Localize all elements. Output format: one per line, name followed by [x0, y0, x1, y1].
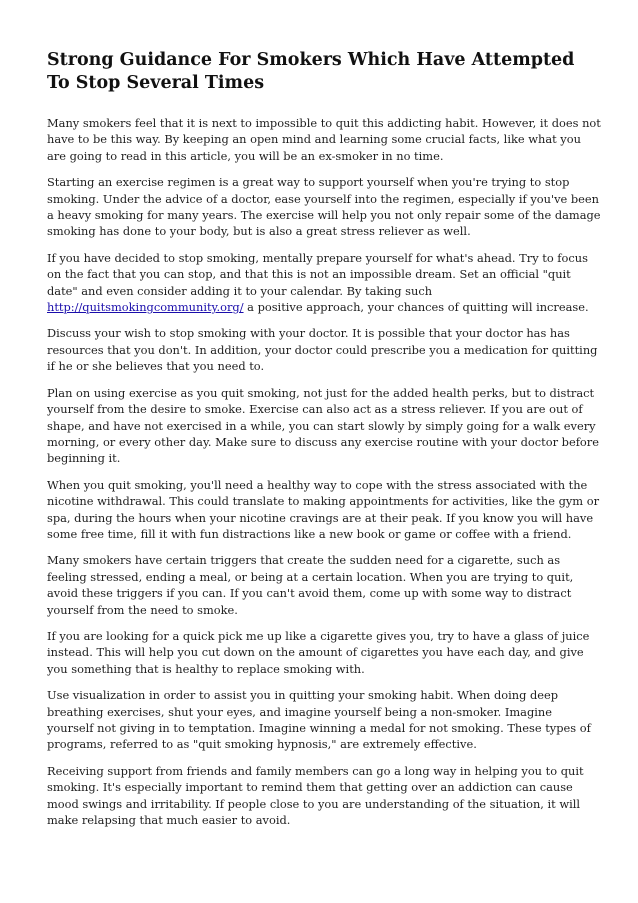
quit-smoking-community-link[interactable]: http://quitsmokingcommunity.org/ — [47, 300, 244, 315]
paragraph-stress-coping: When you quit smoking, you'll need a healthy way to cope with the stress associated with the nicotine withdrawal. This could translate to making appointments for activities, like the gym or spa, during the hours when your nicotine cravings are at their peak. If you know you will have some free time, fill it with fun distractions like a new book or game or coffee with a friend. — [47, 477, 600, 541]
paragraph-exercise-distraction: Plan on using exercise as you quit smoking, not just for the added health perks, but to distract yourself from the desire to smoke. Exercise can also act as a stress reliever. If you are out of shape, and have not exercised in a while, you can start slowly by simply going for a walk every morning, or every other day. Make sure to discuss any exercise routine with your doctor before beginning it. — [47, 385, 599, 466]
article-title: Strong Guidance For Smokers Which Have Attempted To Stop Several Times — [47, 50, 575, 93]
paragraph-mental-preparation — [47, 250, 602, 316]
paragraph-doctor: Discuss your wish to stop smoking with your doctor. It is possible that your doctor has has resources that you don't. In addition, your doctor could prescribe you a medication for quitting if he or she believes that you need to. — [47, 326, 598, 374]
paragraph-triggers: Many smokers have certain triggers that create the sudden need for a cigarette, such as feeling stressed, ending a meal, or being at a certain location. When you are trying to quit, avoid these triggers if you can. If you can't avoid them, come up with some way to distract yourself from the need to smoke. — [47, 553, 574, 617]
paragraph-support: Receiving support from friends and family members can go a long way in helping you to quit smoking. It's especially important to remind them that getting over an addiction can cause mood swings and irritability. If people close to you are understanding of the situation, it will make relapsing that much easier to avoid. — [47, 763, 584, 828]
paragraph-intro: Many smokers feel that it is next to impossible to quit this addicting habit. However, it does not have to be this way. By keeping an open mind and learning some crucial facts, like what you are going to read in this article, you will be an ex-smoker in no time. — [47, 116, 601, 163]
document-page — [47, 49, 602, 838]
paragraph-text-after-link: a positive approach, your chances of quitting will increase. — [243, 300, 589, 315]
paragraph-juice: If you are looking for a quick pick me up like a cigarette gives you, try to have a glass of juice instead. This will help you cut down on the amount of cigarettes you have each day, and give you something that is healthy to replace smoking with. — [47, 628, 590, 676]
paragraph-exercise-regimen: Starting an exercise regimen is a great way to support yourself when you're trying to stop smoking. Under the advice of a doctor, ease yourself into the regimen, especially if you've been a heavy smoking for many years. The exercise will help you not only repair some of the damage smoking has done to your body, but is also a great stress reliever as well. — [47, 175, 601, 239]
paragraph-visualization: Use visualization in order to assist you in quitting your smoking habit. When doing deep breathing exercises, shut your eyes, and imagine yourself being a non-smoker. Imagine yourself not giving in to temptation. Imagine winning a medal for not smoking. These types of programs, referred to as "quit smoking hypnosis," are extremely effective. — [47, 688, 591, 752]
paragraph-text-before-link: If you have decided to stop smoking, mentally prepare yourself for what's ahead. Try to focus on the fact that you can stop, and that this is not an impossible dream. Set an official "quit date" and even consider adding it to your calendar. By taking such — [47, 250, 588, 298]
